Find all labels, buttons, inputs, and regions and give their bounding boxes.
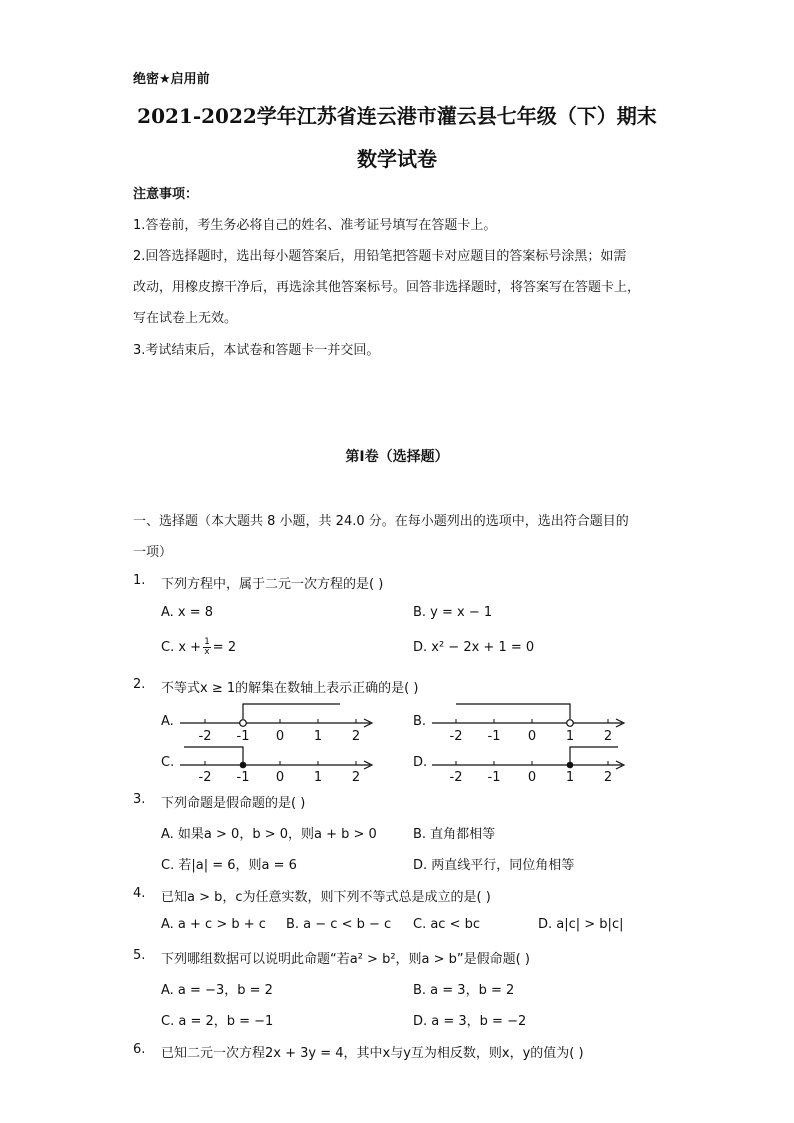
note-item-2-line-2: 改动，用橡皮擦干净后，再选涂其他答案标号。回答非选择题时，将答案写在答题卡上， [133, 280, 641, 295]
q1-stem: 下列方程中，属于二元一次方程的是( ) [161, 577, 384, 592]
tick-label: -2 [449, 729, 463, 744]
q5-option-b: B. a = 3，b = 2 [413, 983, 515, 998]
tick-label: 0 [527, 770, 537, 785]
number-line-a [180, 704, 372, 744]
fraction-numerator: 1 [204, 637, 210, 647]
q3-option-b: B. 直角都相等 [413, 827, 496, 842]
q3-option-d: D. 两直线平行，同位角相等 [413, 858, 575, 873]
tick-label: -1 [236, 770, 250, 785]
q4-stem: 已知a > b，c为任意实数，则下列不等式总是成立的是( ) [161, 890, 491, 905]
q2-option-d-label: D. [413, 755, 428, 770]
tick-label: 0 [527, 729, 537, 744]
q2-stem: 不等式x ≥ 1的解集在数轴上表示正确的是( ) [161, 681, 419, 696]
q2-option-b-label: B. [413, 714, 427, 729]
tick-label: -1 [487, 770, 501, 785]
closed-point-marker [240, 762, 247, 769]
tick-label: 1 [565, 770, 575, 785]
q3-option-c: C. 若|a| = 6，则a = 6 [161, 858, 297, 873]
q5-number: 5. [133, 948, 146, 963]
note-item-2-line-1: 2.回答选择题时，选出每小题答案后，用铅笔把答题卡对应题目的答案标号涂黑；如需 [133, 249, 627, 264]
q1-option-c-prefix: C. x + [161, 640, 202, 655]
secret-label: 绝密★启用前 [133, 72, 210, 87]
q1-option-d: D. x² − 2x + 1 = 0 [413, 640, 535, 655]
tick-label: -1 [487, 729, 501, 744]
q5-option-c: C. a = 2，b = −1 [161, 1014, 274, 1029]
volume-title: 第Ⅰ卷（选择题） [345, 449, 449, 465]
q4-option-c: C. ac < bc [413, 917, 481, 932]
tick-label: 1 [313, 770, 323, 785]
q3-number: 3. [133, 792, 146, 807]
q6-stem: 已知二元一次方程2x + 3y = 4，其中x与y互为相反数，则x，y的值为( ) [161, 1046, 584, 1061]
q4-option-a: A. a + c > b + c [161, 917, 266, 932]
q1-option-b: B. y = x − 1 [413, 605, 493, 620]
tick-label: 0 [275, 770, 285, 785]
section-heading-line-2: 一项） [133, 545, 173, 560]
q5-option-d: D. a = 3，b = −2 [413, 1014, 527, 1029]
tick-label: 0 [275, 729, 285, 744]
number-line-d [432, 747, 624, 785]
tick-label: 1 [313, 729, 323, 744]
number-line-c [180, 747, 372, 785]
closed-point-marker [567, 762, 574, 769]
tick-label: -2 [198, 770, 212, 785]
q4-option-d: D. a|c| > b|c| [538, 917, 624, 932]
q1-option-c-suffix: = 2 [212, 640, 237, 655]
q4-option-b: B. a − c < b − c [286, 917, 392, 932]
q2-option-a-label: A. [161, 714, 174, 729]
tick-label: -1 [236, 729, 250, 744]
q5-stem: 下列哪组数据可以说明此命题“若a² > b²，则a > b”是假命题( ) [161, 952, 530, 967]
q2-option-c-label: C. [161, 755, 175, 770]
tick-label: 2 [351, 770, 361, 785]
tick-label: 2 [603, 729, 613, 744]
note-item-2-line-3: 写在试卷上无效。 [133, 311, 238, 326]
tick-label: 1 [565, 729, 575, 744]
tick-label: 2 [603, 770, 613, 785]
q4-number: 4. [133, 886, 146, 901]
q2-number: 2. [133, 677, 146, 692]
open-point-marker [240, 720, 247, 727]
section-heading-line-1: 一、选择题（本大题共 8 小题，共 24.0 分。在每小题列出的选项中，选出符合题目的 [133, 514, 629, 529]
note-item-1: 1.答卷前，考生务必将自己的姓名、准考证号填写在答题卡上。 [133, 218, 497, 233]
notes-heading: 注意事项： [133, 187, 199, 202]
q3-option-a: A. 如果a > 0，b > 0，则a + b > 0 [161, 827, 377, 842]
q5-option-a: A. a = −3，b = 2 [161, 983, 273, 998]
page-title: 2021-2022学年江苏省连云港市灌云县七年级（下）期末 [137, 104, 657, 128]
tick-label: -2 [449, 770, 463, 785]
page-subtitle: 数学试卷 [357, 147, 437, 171]
number-line-b [432, 704, 624, 744]
open-point-marker [567, 720, 574, 727]
tick-label: -2 [198, 729, 212, 744]
q1-option-a: A. x = 8 [161, 605, 214, 620]
tick-label: 2 [351, 729, 361, 744]
note-item-3: 3.考试结束后，本试卷和答题卡一并交回。 [133, 343, 380, 358]
fraction-denominator: x [204, 647, 210, 657]
q6-number: 6. [133, 1042, 146, 1057]
q3-stem: 下列命题是假命题的是( ) [161, 796, 306, 811]
q1-number: 1. [133, 573, 146, 588]
